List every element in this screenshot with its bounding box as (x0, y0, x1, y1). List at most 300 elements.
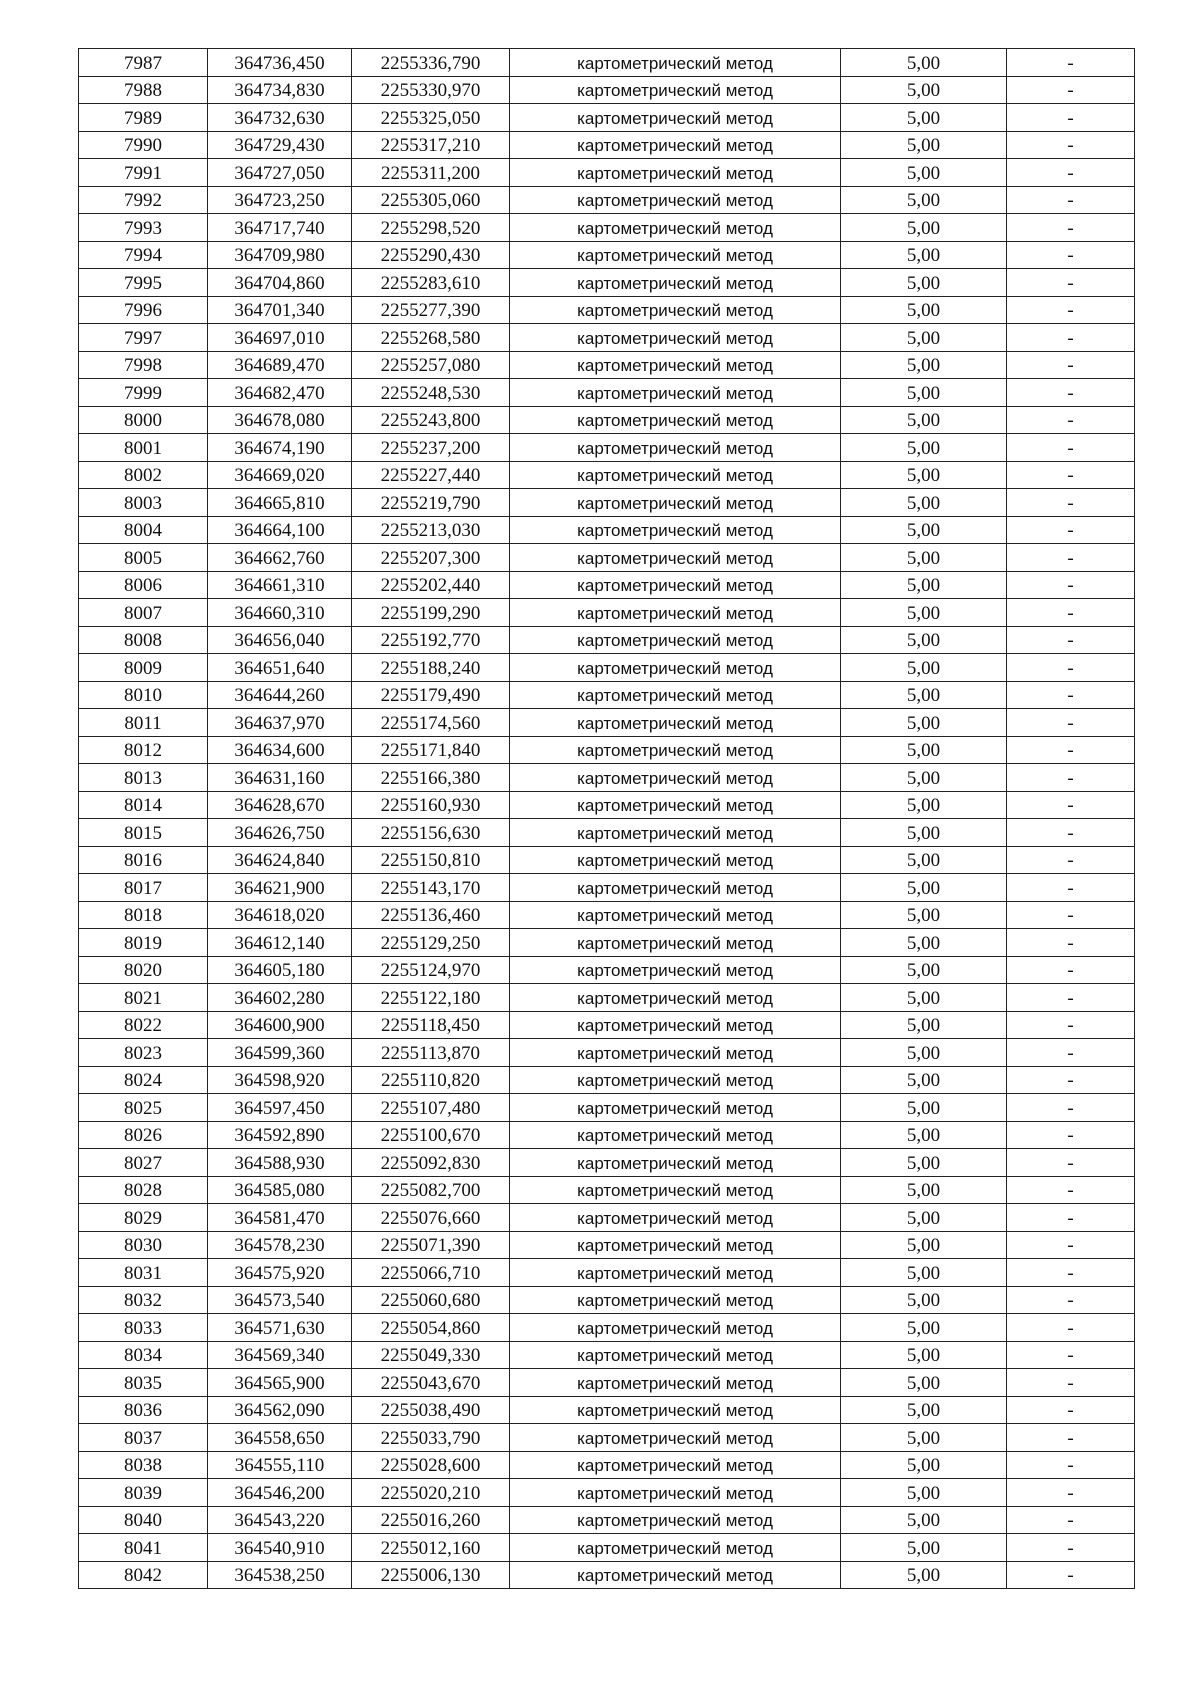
y-coordinate-cell: 2255199,290 (352, 599, 510, 627)
method-cell: картометрический метод (510, 131, 841, 159)
table-row (79, 571, 1135, 599)
precision-cell: 5,00 (841, 709, 1007, 737)
table-row (79, 269, 1135, 297)
method-cell: картометрический метод (510, 1534, 841, 1562)
note-cell: - (1007, 791, 1135, 819)
y-coordinate-cell: 2255179,490 (352, 681, 510, 709)
method-cell: картометрический метод (510, 544, 841, 572)
method-cell: картометрический метод (510, 626, 841, 654)
method-cell: картометрический метод (510, 571, 841, 599)
table-row (79, 956, 1135, 984)
table-body (79, 49, 1135, 1589)
precision-cell: 5,00 (841, 1451, 1007, 1479)
method-cell: картометрический метод (510, 186, 841, 214)
y-coordinate-cell: 2255257,080 (352, 351, 510, 379)
precision-cell: 5,00 (841, 654, 1007, 682)
precision-cell: 5,00 (841, 324, 1007, 352)
note-cell: - (1007, 1479, 1135, 1507)
y-coordinate-cell: 2255213,030 (352, 516, 510, 544)
method-cell: картометрический метод (510, 241, 841, 269)
x-coordinate-cell: 364665,810 (208, 489, 352, 517)
point-number-cell: 8011 (79, 709, 208, 737)
precision-cell: 5,00 (841, 1341, 1007, 1369)
table-row (79, 1176, 1135, 1204)
method-cell: картометрический метод (510, 764, 841, 792)
point-number-cell: 8006 (79, 571, 208, 599)
method-cell: картометрический метод (510, 1369, 841, 1397)
x-coordinate-cell: 364598,920 (208, 1066, 352, 1094)
table-row (79, 324, 1135, 352)
y-coordinate-cell: 2255006,130 (352, 1561, 510, 1589)
precision-cell: 5,00 (841, 1369, 1007, 1397)
precision-cell: 5,00 (841, 1149, 1007, 1177)
table-row (79, 434, 1135, 462)
point-number-cell: 8037 (79, 1424, 208, 1452)
y-coordinate-cell: 2255290,430 (352, 241, 510, 269)
precision-cell: 5,00 (841, 1314, 1007, 1342)
table-row (79, 1561, 1135, 1589)
note-cell: - (1007, 76, 1135, 104)
precision-cell: 5,00 (841, 1176, 1007, 1204)
x-coordinate-cell: 364701,340 (208, 296, 352, 324)
x-coordinate-cell: 364538,250 (208, 1561, 352, 1589)
precision-cell: 5,00 (841, 1066, 1007, 1094)
table-row (79, 1479, 1135, 1507)
y-coordinate-cell: 2255028,600 (352, 1451, 510, 1479)
table-row (79, 241, 1135, 269)
x-coordinate-cell: 364704,860 (208, 269, 352, 297)
method-cell: картометрический метод (510, 1231, 841, 1259)
x-coordinate-cell: 364543,220 (208, 1506, 352, 1534)
x-coordinate-cell: 364637,970 (208, 709, 352, 737)
method-cell: картометрический метод (510, 269, 841, 297)
x-coordinate-cell: 364612,140 (208, 929, 352, 957)
table-row (79, 929, 1135, 957)
table-row (79, 709, 1135, 737)
note-cell: - (1007, 1451, 1135, 1479)
table-row (79, 489, 1135, 517)
method-cell: картометрический метод (510, 1121, 841, 1149)
point-number-cell: 8042 (79, 1561, 208, 1589)
point-number-cell: 7989 (79, 104, 208, 132)
x-coordinate-cell: 364682,470 (208, 379, 352, 407)
precision-cell: 5,00 (841, 599, 1007, 627)
x-coordinate-cell: 364581,470 (208, 1204, 352, 1232)
table-row (79, 626, 1135, 654)
precision-cell: 5,00 (841, 434, 1007, 462)
point-number-cell: 8010 (79, 681, 208, 709)
x-coordinate-cell: 364651,640 (208, 654, 352, 682)
precision-cell: 5,00 (841, 516, 1007, 544)
note-cell: - (1007, 544, 1135, 572)
precision-cell: 5,00 (841, 461, 1007, 489)
table-row (79, 1149, 1135, 1177)
method-cell: картометрический метод (510, 1341, 841, 1369)
note-cell: - (1007, 1396, 1135, 1424)
point-number-cell: 8009 (79, 654, 208, 682)
x-coordinate-cell: 364562,090 (208, 1396, 352, 1424)
method-cell: картометрический метод (510, 929, 841, 957)
precision-cell: 5,00 (841, 406, 1007, 434)
precision-cell: 5,00 (841, 736, 1007, 764)
method-cell: картометрический метод (510, 516, 841, 544)
method-cell: картометрический метод (510, 1396, 841, 1424)
table-row (79, 654, 1135, 682)
x-coordinate-cell: 364656,040 (208, 626, 352, 654)
table-row (79, 1451, 1135, 1479)
precision-cell: 5,00 (841, 764, 1007, 792)
table-row (79, 351, 1135, 379)
point-number-cell: 8008 (79, 626, 208, 654)
point-number-cell: 8028 (79, 1176, 208, 1204)
table-row (79, 159, 1135, 187)
point-number-cell: 8004 (79, 516, 208, 544)
point-number-cell: 8039 (79, 1479, 208, 1507)
point-number-cell: 8022 (79, 1011, 208, 1039)
x-coordinate-cell: 364626,750 (208, 819, 352, 847)
point-number-cell: 8014 (79, 791, 208, 819)
note-cell: - (1007, 1176, 1135, 1204)
x-coordinate-cell: 364618,020 (208, 901, 352, 929)
precision-cell: 5,00 (841, 1039, 1007, 1067)
y-coordinate-cell: 2255136,460 (352, 901, 510, 929)
precision-cell: 5,00 (841, 1286, 1007, 1314)
y-coordinate-cell: 2255174,560 (352, 709, 510, 737)
note-cell: - (1007, 1094, 1135, 1122)
y-coordinate-cell: 2255066,710 (352, 1259, 510, 1287)
point-number-cell: 7987 (79, 49, 208, 77)
method-cell: картометрический метод (510, 681, 841, 709)
table-row (79, 846, 1135, 874)
method-cell: картометрический метод (510, 791, 841, 819)
x-coordinate-cell: 364697,010 (208, 324, 352, 352)
point-number-cell: 7988 (79, 76, 208, 104)
x-coordinate-cell: 364555,110 (208, 1451, 352, 1479)
table-row (79, 296, 1135, 324)
point-number-cell: 8003 (79, 489, 208, 517)
method-cell: картометрический метод (510, 1479, 841, 1507)
note-cell: - (1007, 1011, 1135, 1039)
note-cell: - (1007, 379, 1135, 407)
precision-cell: 5,00 (841, 1204, 1007, 1232)
point-number-cell: 8036 (79, 1396, 208, 1424)
y-coordinate-cell: 2255033,790 (352, 1424, 510, 1452)
point-number-cell: 8012 (79, 736, 208, 764)
point-number-cell: 8020 (79, 956, 208, 984)
method-cell: картометрический метод (510, 1561, 841, 1589)
precision-cell: 5,00 (841, 1094, 1007, 1122)
method-cell: картометрический метод (510, 874, 841, 902)
note-cell: - (1007, 131, 1135, 159)
table-row (79, 1314, 1135, 1342)
method-cell: картометрический метод (510, 324, 841, 352)
precision-cell: 5,00 (841, 1231, 1007, 1259)
x-coordinate-cell: 364660,310 (208, 599, 352, 627)
table-row (79, 379, 1135, 407)
y-coordinate-cell: 2255124,970 (352, 956, 510, 984)
note-cell: - (1007, 159, 1135, 187)
note-cell: - (1007, 681, 1135, 709)
table-row (79, 1534, 1135, 1562)
point-number-cell: 7992 (79, 186, 208, 214)
method-cell: картометрический метод (510, 956, 841, 984)
note-cell: - (1007, 984, 1135, 1012)
point-number-cell: 8019 (79, 929, 208, 957)
note-cell: - (1007, 406, 1135, 434)
method-cell: картометрический метод (510, 461, 841, 489)
precision-cell: 5,00 (841, 1424, 1007, 1452)
table-row (79, 1204, 1135, 1232)
x-coordinate-cell: 364605,180 (208, 956, 352, 984)
y-coordinate-cell: 2255107,480 (352, 1094, 510, 1122)
y-coordinate-cell: 2255020,210 (352, 1479, 510, 1507)
point-number-cell: 8040 (79, 1506, 208, 1534)
table-row (79, 1506, 1135, 1534)
point-number-cell: 8002 (79, 461, 208, 489)
precision-cell: 5,00 (841, 76, 1007, 104)
method-cell: картометрический метод (510, 351, 841, 379)
note-cell: - (1007, 1149, 1135, 1177)
note-cell: - (1007, 1231, 1135, 1259)
y-coordinate-cell: 2255113,870 (352, 1039, 510, 1067)
x-coordinate-cell: 364662,760 (208, 544, 352, 572)
y-coordinate-cell: 2255076,660 (352, 1204, 510, 1232)
y-coordinate-cell: 2255325,050 (352, 104, 510, 132)
y-coordinate-cell: 2255237,200 (352, 434, 510, 462)
y-coordinate-cell: 2255156,630 (352, 819, 510, 847)
note-cell: - (1007, 709, 1135, 737)
precision-cell: 5,00 (841, 296, 1007, 324)
table-row (79, 1369, 1135, 1397)
y-coordinate-cell: 2255207,300 (352, 544, 510, 572)
point-number-cell: 8029 (79, 1204, 208, 1232)
note-cell: - (1007, 296, 1135, 324)
precision-cell: 5,00 (841, 956, 1007, 984)
table-row (79, 131, 1135, 159)
precision-cell: 5,00 (841, 159, 1007, 187)
y-coordinate-cell: 2255317,210 (352, 131, 510, 159)
method-cell: картометрический метод (510, 159, 841, 187)
point-number-cell: 7990 (79, 131, 208, 159)
y-coordinate-cell: 2255129,250 (352, 929, 510, 957)
y-coordinate-cell: 2255160,930 (352, 791, 510, 819)
note-cell: - (1007, 1286, 1135, 1314)
x-coordinate-cell: 364602,280 (208, 984, 352, 1012)
table-row (79, 1011, 1135, 1039)
point-number-cell: 8017 (79, 874, 208, 902)
x-coordinate-cell: 364709,980 (208, 241, 352, 269)
precision-cell: 5,00 (841, 1561, 1007, 1589)
x-coordinate-cell: 364621,900 (208, 874, 352, 902)
method-cell: картометрический метод (510, 296, 841, 324)
precision-cell: 5,00 (841, 571, 1007, 599)
table-row (79, 1341, 1135, 1369)
table-row (79, 874, 1135, 902)
y-coordinate-cell: 2255082,700 (352, 1176, 510, 1204)
note-cell: - (1007, 516, 1135, 544)
x-coordinate-cell: 364661,310 (208, 571, 352, 599)
note-cell: - (1007, 1066, 1135, 1094)
x-coordinate-cell: 364734,830 (208, 76, 352, 104)
y-coordinate-cell: 2255268,580 (352, 324, 510, 352)
precision-cell: 5,00 (841, 1534, 1007, 1562)
method-cell: картометрический метод (510, 846, 841, 874)
x-coordinate-cell: 364678,080 (208, 406, 352, 434)
x-coordinate-cell: 364729,430 (208, 131, 352, 159)
precision-cell: 5,00 (841, 131, 1007, 159)
table-row (79, 736, 1135, 764)
note-cell: - (1007, 324, 1135, 352)
y-coordinate-cell: 2255248,530 (352, 379, 510, 407)
point-number-cell: 8033 (79, 1314, 208, 1342)
point-number-cell: 8038 (79, 1451, 208, 1479)
table-row (79, 681, 1135, 709)
note-cell: - (1007, 489, 1135, 517)
method-cell: картометрический метод (510, 1286, 841, 1314)
x-coordinate-cell: 364624,840 (208, 846, 352, 874)
note-cell: - (1007, 351, 1135, 379)
table-row (79, 819, 1135, 847)
x-coordinate-cell: 364573,540 (208, 1286, 352, 1314)
precision-cell: 5,00 (841, 819, 1007, 847)
method-cell: картометрический метод (510, 1451, 841, 1479)
y-coordinate-cell: 2255150,810 (352, 846, 510, 874)
y-coordinate-cell: 2255277,390 (352, 296, 510, 324)
x-coordinate-cell: 364588,930 (208, 1149, 352, 1177)
precision-cell: 5,00 (841, 1011, 1007, 1039)
x-coordinate-cell: 364736,450 (208, 49, 352, 77)
point-number-cell: 8027 (79, 1149, 208, 1177)
method-cell: картометрический метод (510, 489, 841, 517)
note-cell: - (1007, 269, 1135, 297)
x-coordinate-cell: 364585,080 (208, 1176, 352, 1204)
y-coordinate-cell: 2255298,520 (352, 214, 510, 242)
x-coordinate-cell: 364546,200 (208, 1479, 352, 1507)
method-cell: картометрический метод (510, 1314, 841, 1342)
precision-cell: 5,00 (841, 681, 1007, 709)
y-coordinate-cell: 2255012,160 (352, 1534, 510, 1562)
point-number-cell: 7999 (79, 379, 208, 407)
note-cell: - (1007, 599, 1135, 627)
y-coordinate-cell: 2255016,260 (352, 1506, 510, 1534)
point-number-cell: 8023 (79, 1039, 208, 1067)
precision-cell: 5,00 (841, 214, 1007, 242)
y-coordinate-cell: 2255283,610 (352, 269, 510, 297)
method-cell: картометрический метод (510, 709, 841, 737)
point-number-cell: 8031 (79, 1259, 208, 1287)
note-cell: - (1007, 571, 1135, 599)
point-number-cell: 8015 (79, 819, 208, 847)
x-coordinate-cell: 364689,470 (208, 351, 352, 379)
table-row (79, 1039, 1135, 1067)
method-cell: картометрический метод (510, 49, 841, 77)
precision-cell: 5,00 (841, 379, 1007, 407)
y-coordinate-cell: 2255243,800 (352, 406, 510, 434)
point-number-cell: 8001 (79, 434, 208, 462)
y-coordinate-cell: 2255100,670 (352, 1121, 510, 1149)
note-cell: - (1007, 1121, 1135, 1149)
method-cell: картометрический метод (510, 654, 841, 682)
x-coordinate-cell: 364597,450 (208, 1094, 352, 1122)
note-cell: - (1007, 1259, 1135, 1287)
x-coordinate-cell: 364669,020 (208, 461, 352, 489)
y-coordinate-cell: 2255122,180 (352, 984, 510, 1012)
x-coordinate-cell: 364600,900 (208, 1011, 352, 1039)
note-cell: - (1007, 764, 1135, 792)
method-cell: картометрический метод (510, 1149, 841, 1177)
x-coordinate-cell: 364540,910 (208, 1534, 352, 1562)
method-cell: картометрический метод (510, 379, 841, 407)
y-coordinate-cell: 2255092,830 (352, 1149, 510, 1177)
y-coordinate-cell: 2255192,770 (352, 626, 510, 654)
x-coordinate-cell: 364592,890 (208, 1121, 352, 1149)
point-number-cell: 8016 (79, 846, 208, 874)
table-row (79, 1396, 1135, 1424)
y-coordinate-cell: 2255311,200 (352, 159, 510, 187)
point-number-cell: 7996 (79, 296, 208, 324)
x-coordinate-cell: 364717,740 (208, 214, 352, 242)
coordinates-table (78, 48, 1135, 1589)
table-row (79, 1094, 1135, 1122)
x-coordinate-cell: 364569,340 (208, 1341, 352, 1369)
precision-cell: 5,00 (841, 929, 1007, 957)
note-cell: - (1007, 654, 1135, 682)
y-coordinate-cell: 2255043,670 (352, 1369, 510, 1397)
y-coordinate-cell: 2255336,790 (352, 49, 510, 77)
table-row (79, 104, 1135, 132)
precision-cell: 5,00 (841, 49, 1007, 77)
note-cell: - (1007, 626, 1135, 654)
x-coordinate-cell: 364628,670 (208, 791, 352, 819)
point-number-cell: 7994 (79, 241, 208, 269)
method-cell: картометрический метод (510, 901, 841, 929)
point-number-cell: 7991 (79, 159, 208, 187)
point-number-cell: 8013 (79, 764, 208, 792)
note-cell: - (1007, 736, 1135, 764)
method-cell: картометрический метод (510, 1259, 841, 1287)
x-coordinate-cell: 364565,900 (208, 1369, 352, 1397)
precision-cell: 5,00 (841, 901, 1007, 929)
method-cell: картометрический метод (510, 1066, 841, 1094)
point-number-cell: 8030 (79, 1231, 208, 1259)
x-coordinate-cell: 364631,160 (208, 764, 352, 792)
table-row (79, 214, 1135, 242)
precision-cell: 5,00 (841, 1396, 1007, 1424)
precision-cell: 5,00 (841, 846, 1007, 874)
note-cell: - (1007, 1506, 1135, 1534)
note-cell: - (1007, 901, 1135, 929)
precision-cell: 5,00 (841, 489, 1007, 517)
note-cell: - (1007, 461, 1135, 489)
point-number-cell: 8024 (79, 1066, 208, 1094)
method-cell: картометрический метод (510, 1424, 841, 1452)
note-cell: - (1007, 929, 1135, 957)
precision-cell: 5,00 (841, 626, 1007, 654)
point-number-cell: 8021 (79, 984, 208, 1012)
x-coordinate-cell: 364723,250 (208, 186, 352, 214)
method-cell: картометрический метод (510, 214, 841, 242)
point-number-cell: 7997 (79, 324, 208, 352)
precision-cell: 5,00 (841, 241, 1007, 269)
method-cell: картометрический метод (510, 984, 841, 1012)
x-coordinate-cell: 364674,190 (208, 434, 352, 462)
note-cell: - (1007, 104, 1135, 132)
note-cell: - (1007, 1039, 1135, 1067)
x-coordinate-cell: 364599,360 (208, 1039, 352, 1067)
point-number-cell: 7998 (79, 351, 208, 379)
table-row (79, 1121, 1135, 1149)
note-cell: - (1007, 1424, 1135, 1452)
